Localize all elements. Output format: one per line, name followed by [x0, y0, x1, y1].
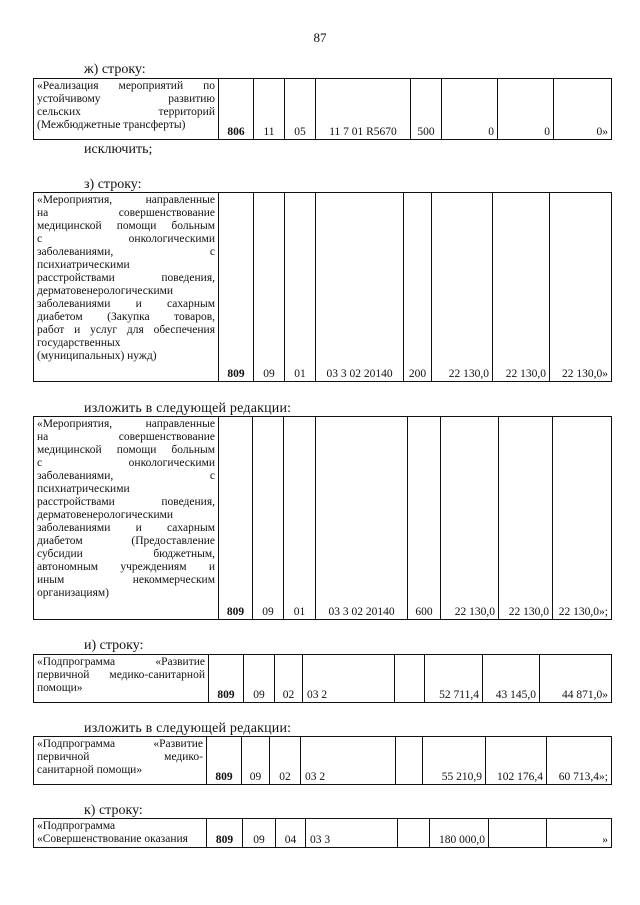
table-row [34, 193, 612, 382]
description-line: санитарной помощи» [37, 764, 143, 776]
section-label-zh: ж) строку: [84, 62, 146, 77]
section-label-k: к) строку: [84, 803, 143, 818]
cell-pr: 05 [285, 79, 316, 140]
budget-table-zh [33, 78, 612, 140]
section-label-z-new: изложить в следующей редакции: [84, 401, 292, 416]
table-row [34, 819, 612, 848]
desc-lines [37, 738, 203, 777]
description-line: заболеваниями и сахарным [37, 298, 215, 310]
page-number: 87 [313, 30, 327, 45]
budget-table-z [33, 192, 612, 382]
description-line: заболеваниями и сахарным [37, 522, 215, 534]
cell-pr: 04 [276, 819, 306, 848]
cell-value-2: 22 130,0 [493, 193, 550, 382]
description-line: «Совершенствование оказания [37, 833, 188, 845]
cell-value-1: 22 130,0 [441, 417, 499, 620]
cell-code: 809 [207, 819, 243, 848]
cell-vr: 600 [408, 417, 441, 620]
description-line: организациям) [37, 587, 109, 599]
budget-table-k [33, 818, 612, 848]
cell-value-2: 43 145,0 [483, 655, 540, 703]
cell-csr: 03 3 02 20140 [316, 193, 404, 382]
cell-pr: 02 [270, 737, 301, 785]
cell-pr: 01 [284, 417, 316, 620]
description-line: «Подпрограмма «Развитие [37, 738, 203, 750]
cell-value-1: 52 711,4 [425, 655, 483, 703]
description-line: расстройствами поведения, [37, 272, 215, 284]
cell-code: 809 [219, 417, 253, 620]
cell-value-2: 102 176,4 [486, 737, 547, 785]
description-line: «Подпрограмма «Развитие [37, 656, 205, 668]
section-label-i: и) строку: [84, 638, 144, 653]
description-line: работ и услуг для обеспечения [37, 324, 215, 336]
cell-vr: 500 [411, 79, 442, 140]
budget-table-z-new [33, 416, 612, 620]
description-line: на совершенствование [37, 207, 215, 219]
cell-value-2: 0 [498, 79, 554, 140]
description-line: заболеваниями, с [37, 246, 215, 258]
description-line: «Реализация мероприятий по [37, 80, 215, 92]
cell-value-3: 0» [554, 79, 612, 140]
cell-value-1: 0 [442, 79, 498, 140]
cell-value-1: 55 210,9 [423, 737, 486, 785]
description-line: медицинской помощи больным [37, 444, 215, 456]
desc-lines [37, 656, 205, 695]
cell-pr: 02 [275, 655, 303, 703]
cell-value-2: 22 130,0 [499, 417, 553, 620]
cell-csr: 03 2 [301, 737, 396, 785]
cell-rz: 09 [254, 193, 285, 382]
description-line: диабетом (Закупка товаров, [37, 311, 215, 323]
cell-pr: 01 [285, 193, 316, 382]
table-row [34, 737, 612, 785]
description-line: «Мероприятия, направленные [37, 418, 215, 430]
description-line: государственных [37, 337, 121, 349]
description-line: дерматовенерологическими [37, 509, 174, 521]
description-line: автономным учреждениям и [37, 561, 215, 573]
table-row [34, 655, 612, 703]
section-label-i-new: изложить в следующей редакции: [84, 721, 292, 736]
budget-table-i [33, 654, 612, 703]
cell-value-1: 180 000,0 [430, 819, 489, 848]
description-line: диабетом (Предоставление [37, 535, 215, 547]
table-row [34, 79, 612, 140]
cell-value-3: 60 713,4»; [547, 737, 612, 785]
cell-code: 809 [219, 193, 254, 382]
cell-code: 809 [209, 655, 244, 703]
cell-csr: 11 7 01 R5670 [316, 79, 411, 140]
section-after-zh: исключить; [84, 142, 153, 157]
desc-lines [37, 418, 215, 600]
section-label-z: з) строку: [84, 177, 142, 192]
row-description [34, 417, 219, 620]
cell-vr [395, 655, 425, 703]
cell-vr: 200 [404, 193, 432, 382]
budget-table-i-new [33, 736, 612, 785]
cell-code: 806 [219, 79, 254, 140]
description-line: помощи» [37, 682, 83, 694]
desc-lines [37, 820, 203, 846]
cell-rz: 09 [242, 737, 270, 785]
cell-rz: 09 [253, 417, 284, 620]
cell-value-3: 22 130,0»; [553, 417, 612, 620]
table-row [34, 417, 612, 620]
description-line: субсидии бюджетным, [37, 548, 215, 560]
description-line: «Мероприятия, направленные [37, 194, 215, 206]
description-line: на совершенствование [37, 431, 215, 443]
description-line: психиатрическими [37, 259, 130, 271]
cell-csr: 03 3 02 20140 [316, 417, 408, 620]
desc-lines [37, 80, 215, 132]
description-line: иным некоммерческим [37, 574, 215, 586]
cell-rz: 09 [243, 819, 276, 848]
cell-rz: 09 [244, 655, 275, 703]
row-description [34, 655, 209, 703]
row-description [34, 79, 219, 140]
row-description [34, 819, 207, 848]
description-line: первичной медико- [37, 751, 203, 763]
description-line: с онкологическими [37, 233, 215, 245]
cell-rz: 11 [254, 79, 285, 140]
description-line: заболеваниями, с [37, 470, 215, 482]
cell-csr: 03 2 [303, 655, 395, 703]
description-line: дерматовенерологическими [37, 285, 174, 297]
description-line: первичной медико-санитарной [37, 669, 205, 681]
cell-value-3: » [547, 819, 612, 848]
description-line: (Межбюджетные трансферты) [37, 119, 186, 131]
description-line: расстройствами поведения, [37, 496, 215, 508]
cell-code: 809 [207, 737, 242, 785]
description-line: медицинской помощи больным [37, 220, 215, 232]
cell-csr: 03 3 [306, 819, 398, 848]
description-line: «Подпрограмма [37, 820, 116, 832]
cell-value-1: 22 130,0 [432, 193, 493, 382]
row-description [34, 193, 219, 382]
description-line: с онкологическими [37, 457, 215, 469]
cell-value-3: 22 130,0» [550, 193, 612, 382]
cell-value-2 [489, 819, 547, 848]
cell-value-3: 44 871,0» [540, 655, 612, 703]
description-line: психиатрическими [37, 483, 130, 495]
description-line: (муниципальных) нужд) [37, 350, 157, 362]
description-line: сельских территорий [37, 106, 215, 118]
description-line: устойчивому развитию [37, 93, 215, 105]
desc-lines [37, 194, 215, 363]
row-description [34, 737, 207, 785]
cell-vr [398, 819, 430, 848]
cell-vr [396, 737, 423, 785]
